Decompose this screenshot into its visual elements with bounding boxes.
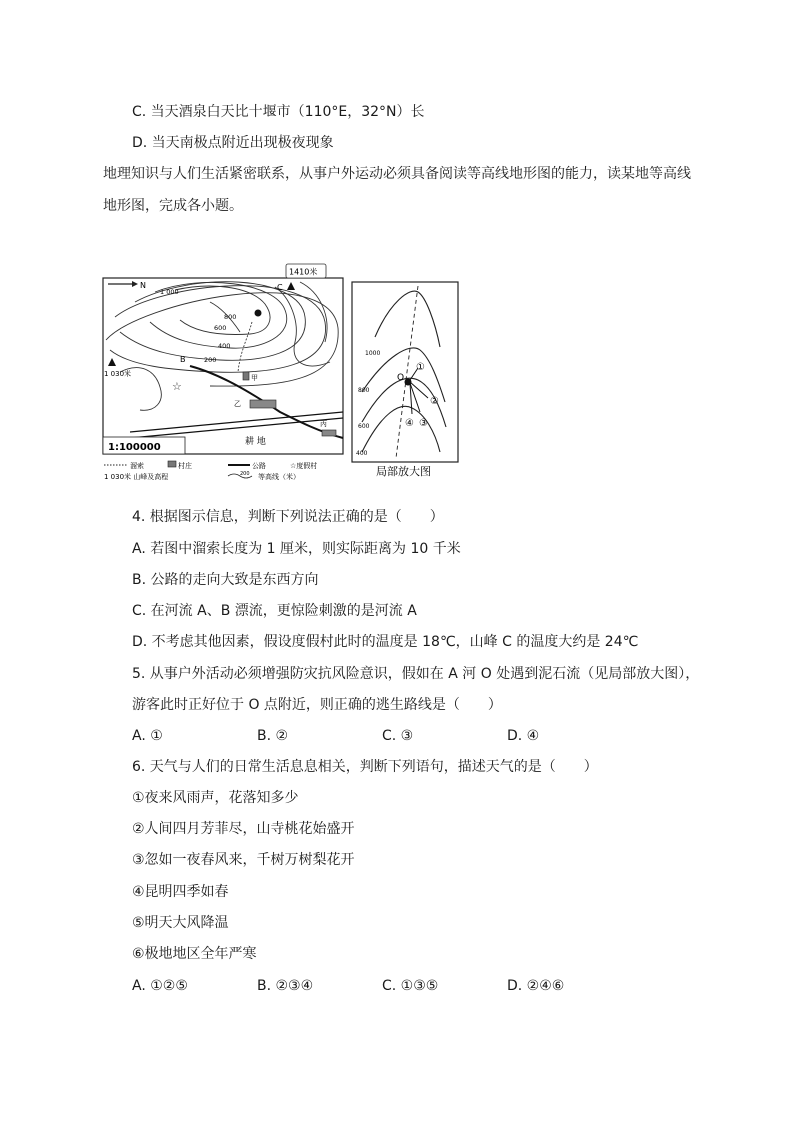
q6-item-3: ③忽如一夜春风来，千树万树梨花开 — [132, 852, 355, 868]
q4-option-a: A. 若图中溜索长度为 1 厘米，则实际距离为 10 千米 — [132, 541, 461, 557]
q6-item-2: ②人间四月芳菲尽，山寺桃花始盛开 — [132, 821, 355, 837]
option-c-prev: C. 当天酒泉白天比十堰市（110°E，32°N）长 — [132, 104, 425, 120]
route-3-label: ③ — [419, 418, 428, 429]
contour-label-800: 800 — [224, 313, 237, 321]
route-4-label: ④ — [405, 418, 414, 429]
peak-c-marker — [287, 282, 295, 290]
option-d-prev: D. 当天南极点附近出现极夜现象 — [132, 135, 334, 151]
village-jia-icon — [243, 372, 249, 380]
route-1-label: ① — [416, 362, 425, 373]
village-jia-label: 甲 — [251, 374, 258, 382]
inset-contour-1000: 1000 — [365, 350, 381, 357]
q5-option-b: B. ② — [257, 728, 289, 744]
point-o-marker — [255, 310, 262, 317]
contour-label-1000: 1 000 — [160, 288, 179, 296]
q4-option-c: C. 在河流 A、B 漂流，更惊险刺激的是河流 A — [132, 603, 417, 619]
q5-option-c: C. ③ — [382, 728, 414, 744]
intro-line-1: 地理知识与人们生活紧密联系，从事户外运动必须具备阅读等高线地形图的能力，读某地等高线 — [103, 166, 691, 182]
q5-stem-line-2: 游客此时正好位于 O 点附近，则正确的逃生路线是（ ） — [132, 697, 502, 713]
legend-resort: ☆度假村 — [290, 462, 318, 470]
q6-item-6: ⑥极地地区全年严寒 — [132, 946, 257, 962]
resort-star-icon: ☆ — [172, 380, 182, 393]
river-line-1 — [130, 412, 343, 432]
q6-option-a: A. ①②⑤ — [132, 978, 188, 994]
q6-option-d: D. ②④⑥ — [507, 978, 565, 994]
route-2-label: ② — [430, 396, 439, 407]
legend-contour: 等高线（米） — [258, 473, 300, 481]
peak-c-label: C — [277, 283, 283, 292]
village-yi-icon — [250, 400, 276, 408]
inset-river — [396, 286, 418, 458]
legend-road: 公路 — [252, 462, 266, 470]
q4-option-b: B. 公路的走向大致是东西方向 — [132, 572, 319, 588]
north-arrowhead — [132, 281, 138, 287]
contour-label-200: 200 — [204, 356, 217, 364]
village-bing-label: 丙 — [320, 420, 327, 428]
intro-line-2: 地形图，完成各小题。 — [103, 198, 243, 214]
legend-contour-sample: 200 — [240, 471, 250, 477]
legend-cable: 溜索 — [130, 462, 144, 470]
q6-option-b: B. ②③④ — [257, 978, 314, 994]
inset-caption: 局部放大图 — [376, 465, 431, 478]
inset-map-frame — [352, 282, 458, 462]
legend-village-icon — [168, 461, 176, 467]
contour-label-600: 600 — [214, 324, 227, 332]
legend-village: 村庄 — [178, 462, 192, 470]
q6-item-1: ①夜来风雨声，花落知多少 — [132, 790, 299, 806]
q5-option-d: D. ④ — [507, 728, 540, 744]
inset-contour-400: 400 — [356, 450, 368, 457]
north-label: N — [140, 281, 146, 290]
main-map-frame — [103, 278, 343, 454]
q4-option-d: D. 不考虑其他因素，假设度假村此时的温度是 18℃，山峰 C 的温度大约是 24℃ — [132, 634, 639, 650]
peak-callout-text: 1410米 — [289, 267, 318, 277]
village-bing-icon — [322, 430, 336, 436]
q5-stem-line-1: 5. 从事户外活动必须增强防灾抗风险意识，假如在 A 河 O 处遇到泥石流（见局部放大图）， — [132, 666, 700, 682]
inset-contours — [362, 291, 446, 452]
point-b-label: B — [180, 355, 186, 364]
scale-text: 1:100000 — [108, 442, 161, 453]
contour-label-400: 400 — [218, 342, 231, 350]
inset-escape-arrows — [410, 368, 428, 414]
farmland-label: 耕 地 — [245, 437, 266, 447]
q6-stem: 6. 天气与人们的日常生活息息相关，判断下列语句，描述天气的是（ ） — [132, 759, 598, 775]
contour-map-figure — [100, 262, 460, 482]
peak-1030-label: 1 030米 — [104, 370, 132, 378]
river-line-2 — [130, 418, 343, 438]
inset-contour-600: 600 — [358, 423, 370, 430]
q6-option-c: C. ①③⑤ — [382, 978, 439, 994]
peak-1030-marker — [108, 358, 116, 366]
q5-option-a: A. ① — [132, 728, 163, 744]
village-yi-label: 乙 — [234, 400, 241, 408]
q6-item-4: ④昆明四季如春 — [132, 884, 229, 900]
inset-point-o-label: O — [397, 373, 405, 383]
q6-item-5: ⑤明天大风降温 — [132, 915, 229, 931]
legend-peak: 1 030米 山峰及高程 — [104, 473, 169, 481]
inset-contour-800: 800 — [358, 387, 370, 394]
q4-stem: 4. 根据图示信息，判断下列说法正确的是（ ） — [132, 509, 444, 525]
